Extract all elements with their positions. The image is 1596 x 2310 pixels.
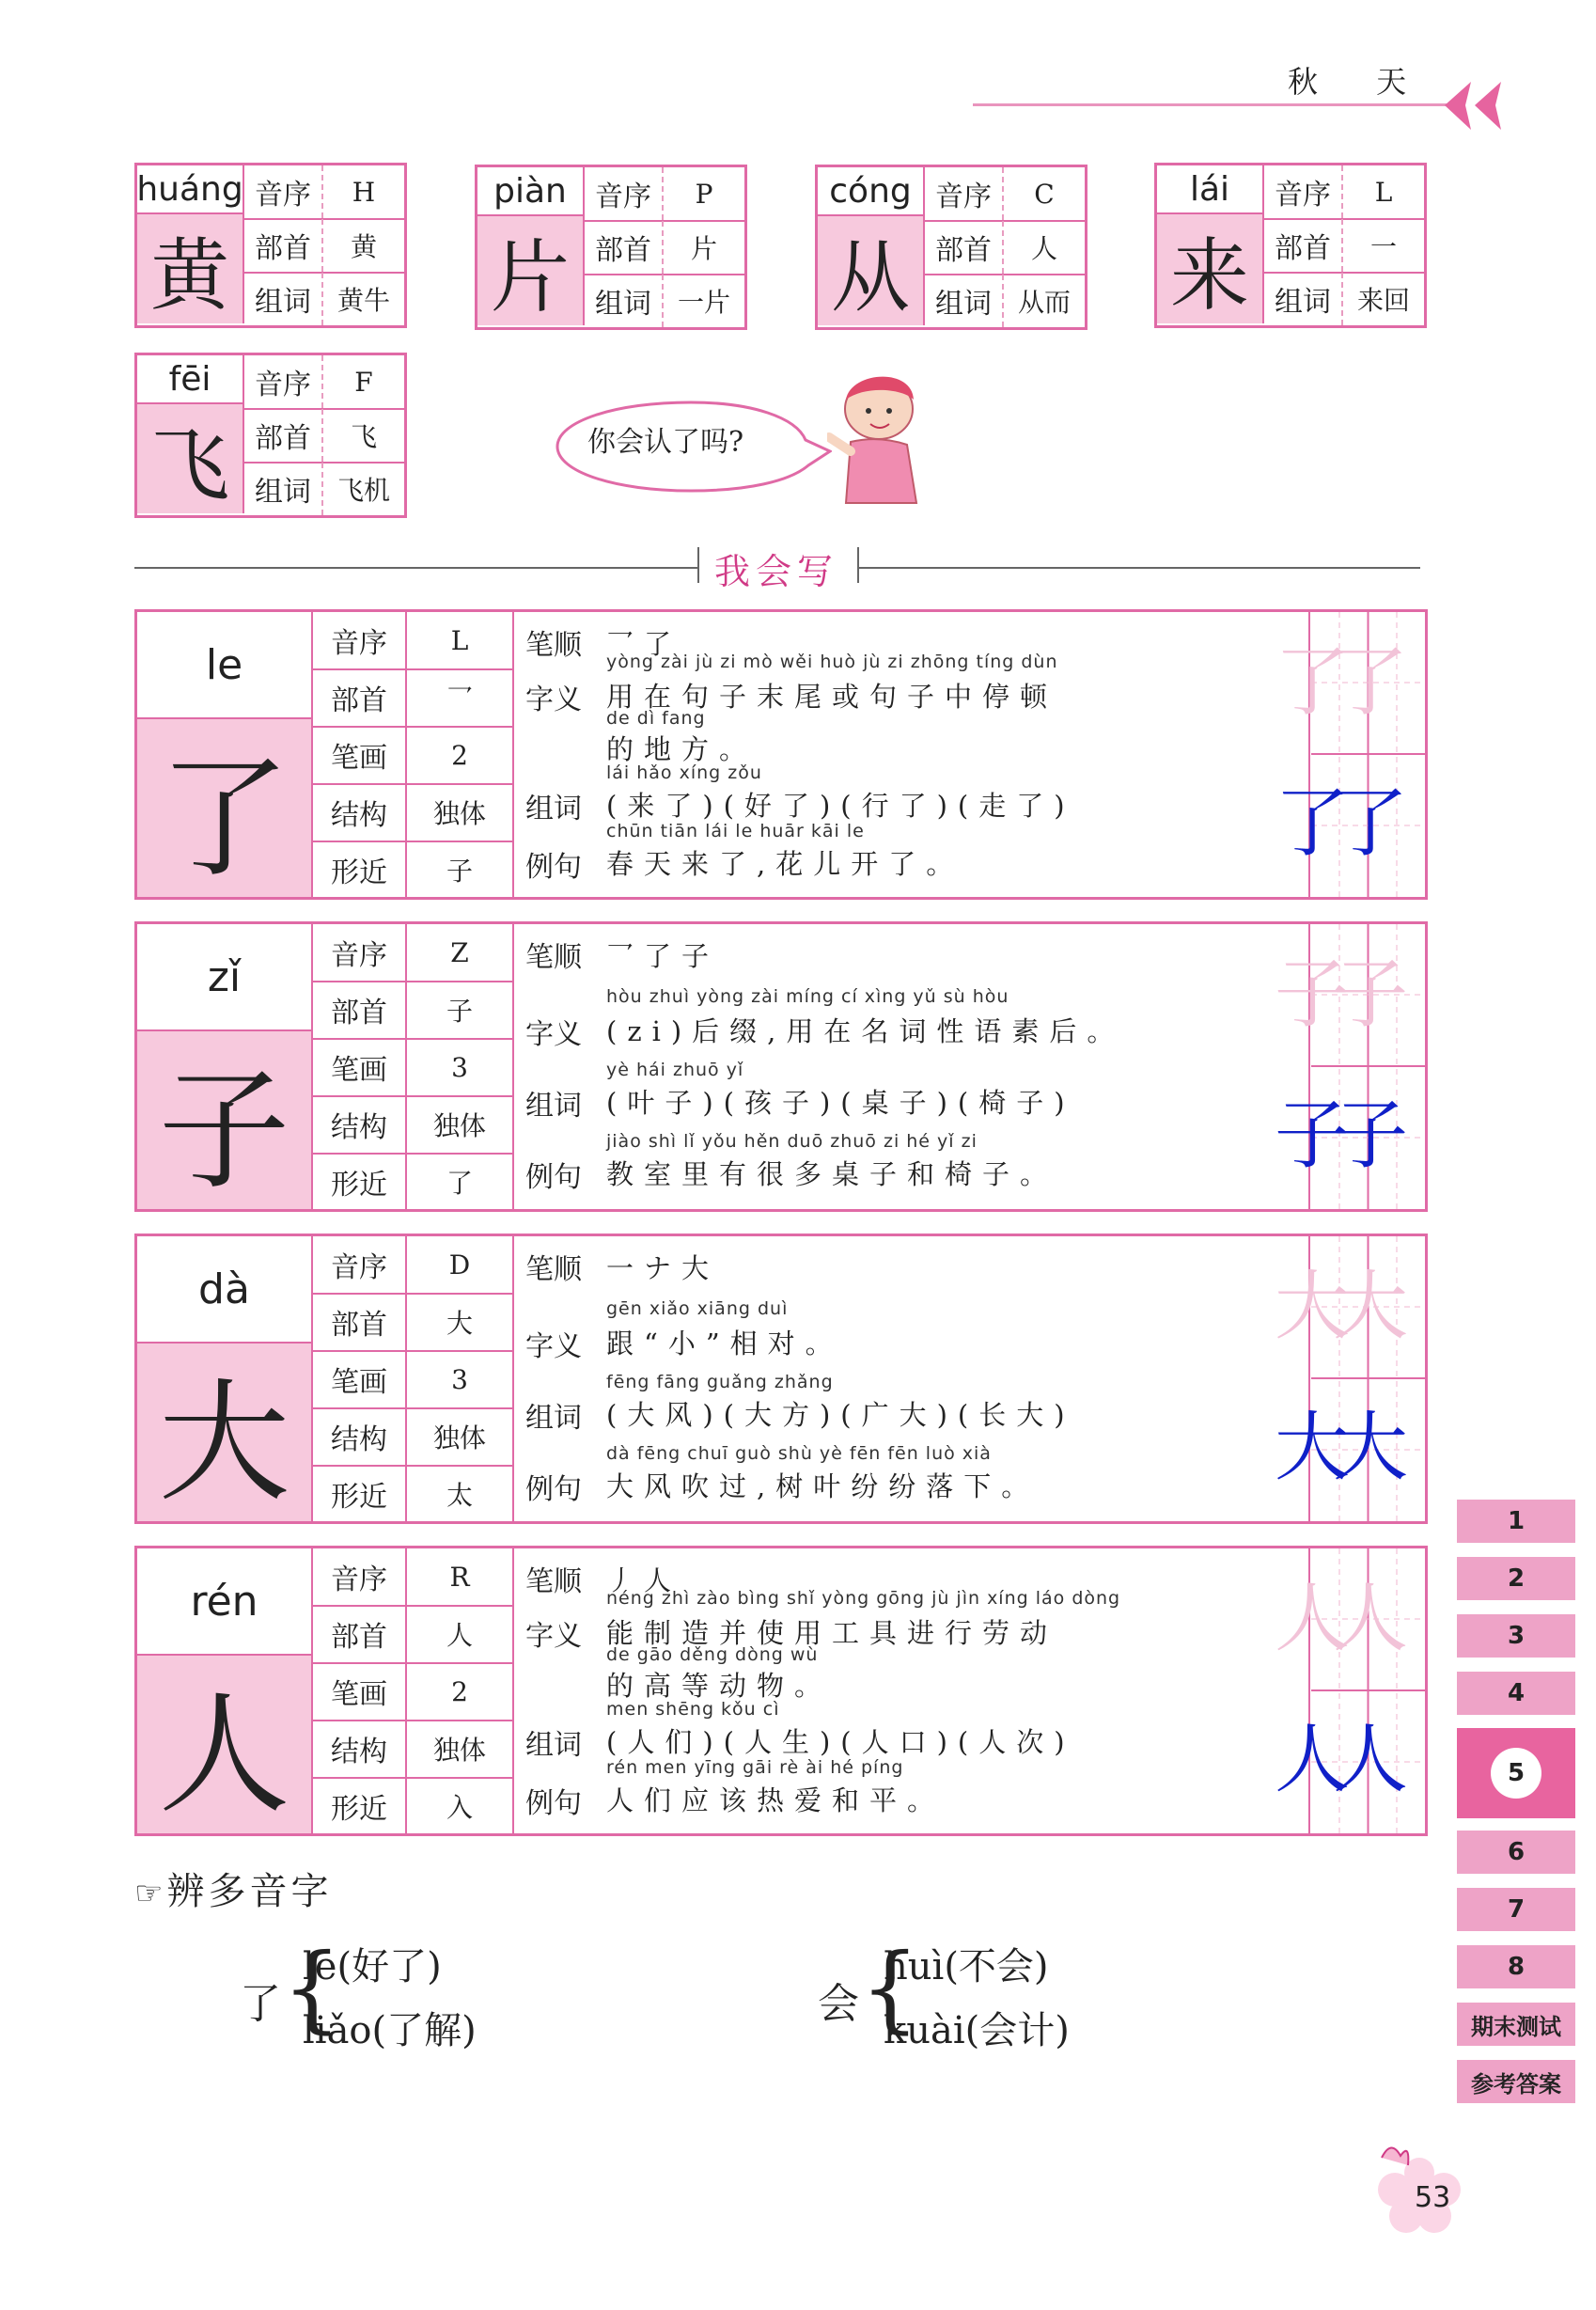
order-value: R (449, 1561, 470, 1593)
trace-character: 子 (1333, 951, 1408, 1038)
model-character: 大 (1333, 1404, 1408, 1491)
recognize-card (475, 165, 747, 330)
card-pinyin: huáng (137, 165, 244, 214)
card-pinyin: lái (1157, 165, 1264, 214)
card-pinyin: cóng (818, 167, 925, 216)
word-label: 组词 (925, 275, 1004, 327)
strokes-value: 2 (451, 1675, 468, 1707)
radical-value: 飞 (350, 421, 377, 452)
card-character: 从 (818, 216, 925, 325)
card-character: 人 (137, 1656, 313, 1833)
radical-value: 人 (446, 1620, 473, 1651)
card-character: 片 (477, 216, 585, 325)
tab-answers[interactable]: 参考答案 (1457, 2060, 1575, 2103)
meaning-text: (zi)后缀,用在名词性语素后。 (606, 1015, 1125, 1047)
heading-rule-right (858, 567, 1420, 569)
structure-label: 结构 (313, 1721, 407, 1777)
similar-label: 形近 (313, 841, 407, 897)
heading-rule-left (134, 567, 698, 569)
polyphone-reading: le(好了) (303, 1945, 442, 1988)
trace-character: 了 (1333, 638, 1408, 726)
tab-5[interactable] (1457, 1728, 1575, 1818)
radical-label: 部首 (1264, 219, 1343, 272)
tab-4[interactable]: 4 (1457, 1672, 1575, 1715)
similar-label: 形近 (313, 1154, 407, 1209)
model-character: 子 (1333, 1092, 1408, 1179)
study-card (134, 1546, 1428, 1836)
character-info (514, 924, 1310, 1209)
example-label: 例句 (525, 851, 582, 884)
meaning-label: 字义 (525, 1018, 582, 1051)
strokes-label: 笔画 (313, 1351, 407, 1407)
header-rule (973, 103, 1452, 106)
stroke-order-label: 笔顺 (525, 629, 582, 662)
trace-character: 了 (1275, 638, 1350, 726)
words-label: 组词 (525, 1090, 582, 1123)
words-text: (大风)(大方)(广大)(长大) (606, 1399, 1075, 1431)
trace-character: 人 (1275, 1575, 1350, 1662)
model-character: 子 (1275, 1092, 1350, 1179)
model-character: 人 (1333, 1716, 1408, 1803)
tab-2[interactable]: 2 (1457, 1557, 1575, 1600)
order-value: D (448, 1249, 471, 1281)
card-pinyin: piàn (477, 167, 585, 216)
words-pinyin: lái hǎo xíng zǒu (606, 762, 762, 783)
meaning-text-2: 的高等动物。 (606, 1670, 833, 1702)
model-character: 大 (1275, 1404, 1350, 1491)
example-label: 例句 (525, 1161, 582, 1194)
strokes-value: 3 (451, 1363, 468, 1395)
radical-label: 部首 (585, 221, 664, 274)
polyphone-reading: liǎo(了解) (303, 2009, 477, 2052)
card-character: 子 (137, 1031, 313, 1209)
example-pinyin: dà fēng chuī guò shù yè fēn fēn luò xià (606, 1443, 992, 1464)
polyphone-char: 会 (818, 1980, 859, 2028)
polyphone-reading: huì(不会) (884, 1945, 1049, 1988)
meaning-pinyin-2: de gāo děng dòng wù (606, 1644, 819, 1665)
words-pinyin: fēng fāng guǎng zhǎng (606, 1372, 834, 1392)
polyphone-char: 了 (240, 1980, 281, 2028)
strokes-label: 笔画 (313, 1663, 407, 1720)
order-value: H (352, 176, 376, 208)
radical-label: 部首 (925, 221, 1004, 274)
word-label: 组词 (244, 463, 323, 515)
order-value: L (450, 624, 469, 656)
brace-icon: { (860, 1933, 920, 2043)
character-info (514, 612, 1310, 897)
speech-text: 你会认了吗? (587, 426, 744, 459)
meaning-text: 跟“小”相对。 (606, 1328, 843, 1359)
character-info (514, 1548, 1310, 1833)
meaning-pinyin: gēn xiǎo xiāng duì (606, 1298, 789, 1319)
trace-character: 大 (1275, 1263, 1350, 1350)
example-pinyin: jiào shì lǐ yǒu hěn duō zhuō zi hé yǐ zi (606, 1131, 978, 1152)
tab-6[interactable]: 6 (1457, 1831, 1575, 1874)
page-number: 53 (1415, 2181, 1451, 2214)
strokes-label: 笔画 (313, 1039, 407, 1095)
tab-3[interactable]: 3 (1457, 1614, 1575, 1658)
polyphone-reading: kuài(会计) (884, 2009, 1070, 2052)
meaning-pinyin: hòu zhuì yòng zài míng cí xìng yǔ sù hòu (606, 986, 1009, 1007)
stroke-order-value: 乛了子 (606, 940, 720, 972)
words-pinyin: men shēng kǒu cì (606, 1699, 780, 1720)
stroke-order-label: 笔顺 (525, 941, 582, 974)
card-character: 来 (1157, 214, 1264, 323)
order-value: Z (450, 936, 469, 968)
order-value: L (1374, 176, 1393, 208)
cartoon-boy-icon (827, 371, 935, 512)
model-character: 人 (1275, 1716, 1350, 1803)
character-info (514, 1236, 1310, 1521)
similar-value: 子 (446, 855, 473, 887)
order-label: 音序 (244, 165, 323, 218)
stroke-order-label: 笔顺 (525, 1253, 582, 1286)
radical-value: 乛 (446, 684, 473, 715)
order-label: 音序 (313, 924, 407, 981)
order-value: F (354, 366, 373, 398)
study-card (134, 609, 1428, 900)
word-value: 黄牛 (336, 285, 390, 316)
radical-value: 片 (690, 233, 717, 264)
section-heading: 我会写 (714, 551, 839, 592)
words-label: 组词 (525, 1729, 582, 1762)
similar-label: 形近 (313, 1778, 407, 1833)
radical-value: 黄 (350, 231, 377, 262)
order-value: C (1034, 178, 1055, 210)
radical-label: 部首 (313, 1606, 407, 1662)
radical-value: 子 (446, 996, 473, 1027)
similar-value: 了 (446, 1167, 473, 1199)
study-card (134, 921, 1428, 1212)
radical-label: 部首 (313, 1294, 407, 1350)
words-label: 组词 (525, 1402, 582, 1435)
study-card (134, 1234, 1428, 1524)
example-pinyin: rén men yīng gāi rè ài hé píng (606, 1757, 904, 1778)
heading-bar-left (697, 547, 699, 583)
words-text: (人们)(人生)(人口)(人次) (606, 1726, 1075, 1758)
card-pinyin: le (137, 612, 313, 719)
recognize-card (1154, 163, 1427, 328)
radical-label: 部首 (244, 409, 323, 462)
meaning-pinyin: néng zhì zào bìng shǐ yòng gōng jù jìn xíng láo dòng (606, 1588, 1121, 1609)
order-label: 音序 (1264, 165, 1343, 218)
recognize-card (815, 165, 1087, 330)
polyphone-heading (134, 1862, 332, 1915)
structure-value: 独体 (432, 1110, 486, 1141)
card-character: 大 (137, 1344, 313, 1521)
tab-final-test[interactable]: 期末测试 (1457, 2003, 1575, 2046)
heading-bar-right (857, 547, 859, 583)
radical-value: 人 (1030, 233, 1057, 264)
words-pinyin: yè hái zhuō yǐ (606, 1060, 744, 1080)
order-value: P (695, 178, 713, 210)
radical-value: 一 (1369, 231, 1397, 262)
recognize-card (134, 353, 407, 518)
word-value: 飞机 (336, 475, 390, 506)
order-label: 音序 (585, 167, 664, 220)
stroke-order-value: 乛了 (606, 628, 682, 660)
order-label: 音序 (244, 355, 323, 408)
example-pinyin: chūn tiān lái le huār kāi le (606, 821, 865, 841)
model-character: 了 (1333, 779, 1408, 867)
tab-1[interactable]: 1 (1457, 1500, 1575, 1543)
trace-character: 大 (1333, 1263, 1408, 1350)
card-pinyin: rén (137, 1548, 313, 1656)
radical-label: 部首 (313, 669, 407, 726)
radical-label: 部首 (313, 982, 407, 1038)
structure-label: 结构 (313, 1408, 407, 1465)
similar-value: 入 (446, 1791, 473, 1823)
trace-character: 子 (1275, 951, 1350, 1038)
stroke-order-value: 一ナ大 (606, 1252, 720, 1284)
radical-label: 部首 (244, 219, 323, 272)
brace-icon: { (282, 1933, 342, 2043)
structure-label: 结构 (313, 1096, 407, 1153)
card-pinyin: zǐ (137, 924, 313, 1031)
lesson-title: 秋 天 (1288, 64, 1432, 100)
example-label: 例句 (525, 1787, 582, 1820)
double-arrow-icon (1443, 80, 1509, 132)
order-label: 音序 (313, 1236, 407, 1293)
words-text: (来了)(好了)(行了)(走了) (606, 790, 1075, 822)
order-label: 音序 (313, 612, 407, 668)
tab-7[interactable]: 7 (1457, 1888, 1575, 1931)
similar-value: 太 (446, 1479, 473, 1511)
words-label: 组词 (525, 793, 582, 825)
word-label: 组词 (244, 273, 323, 325)
strokes-value: 2 (451, 739, 468, 771)
order-label: 音序 (925, 167, 1004, 220)
word-value: 从而 (1017, 287, 1071, 318)
example-text: 春天来了,花儿开了。 (606, 848, 964, 880)
meaning-pinyin-2: de dì fang (606, 708, 706, 729)
meaning-pinyin: yòng zài jù zi mò wěi huò jù zi zhōng tíng dùn (606, 652, 1058, 672)
polyphone-heading-text: 辨多音字 (166, 1870, 333, 1913)
similar-label: 形近 (313, 1466, 407, 1521)
card-character: 了 (137, 719, 313, 897)
words-text: (叶子)(孩子)(桌子)(椅子) (606, 1087, 1075, 1119)
word-label: 组词 (1264, 273, 1343, 325)
card-character: 飞 (137, 404, 244, 513)
card-pinyin: fēi (137, 355, 244, 404)
meaning-text-2: 的地方。 (606, 733, 758, 765)
structure-label: 结构 (313, 784, 407, 841)
card-pinyin: dà (137, 1236, 313, 1344)
tab-5-label: 5 (1491, 1748, 1541, 1799)
meaning-label: 字义 (525, 1330, 582, 1363)
model-character: 了 (1275, 779, 1350, 867)
word-value: 来回 (1356, 285, 1410, 316)
example-text: 教室里有很多桌子和椅子。 (606, 1158, 1058, 1190)
tab-8[interactable]: 8 (1457, 1945, 1575, 1988)
meaning-text: 用在句子末尾或句子中停顿 (606, 681, 1058, 713)
strokes-label: 笔画 (313, 727, 407, 783)
example-text: 人们应该热爱和平。 (606, 1784, 946, 1816)
meaning-label: 字义 (525, 684, 582, 716)
stroke-order-label: 笔顺 (525, 1565, 582, 1598)
example-label: 例句 (525, 1473, 582, 1506)
meaning-label: 字义 (525, 1620, 582, 1653)
structure-value: 独体 (432, 798, 486, 829)
structure-value: 独体 (432, 1422, 486, 1454)
card-character: 黄 (137, 214, 244, 323)
order-label: 音序 (313, 1548, 407, 1605)
strokes-value: 3 (451, 1051, 468, 1083)
radical-value: 大 (446, 1308, 473, 1339)
pointing-hand-icon: ☞ (134, 1875, 167, 1912)
word-label: 组词 (585, 275, 664, 327)
example-text: 大风吹过,树叶纷纷落下。 (606, 1470, 1040, 1502)
word-value: 一片 (677, 287, 730, 318)
recognize-card (134, 163, 407, 328)
meaning-text: 能制造并使用工具进行劳动 (606, 1617, 1058, 1649)
stroke-order-value: 丿人 (606, 1564, 682, 1596)
trace-character: 人 (1333, 1575, 1408, 1662)
structure-value: 独体 (432, 1735, 486, 1766)
